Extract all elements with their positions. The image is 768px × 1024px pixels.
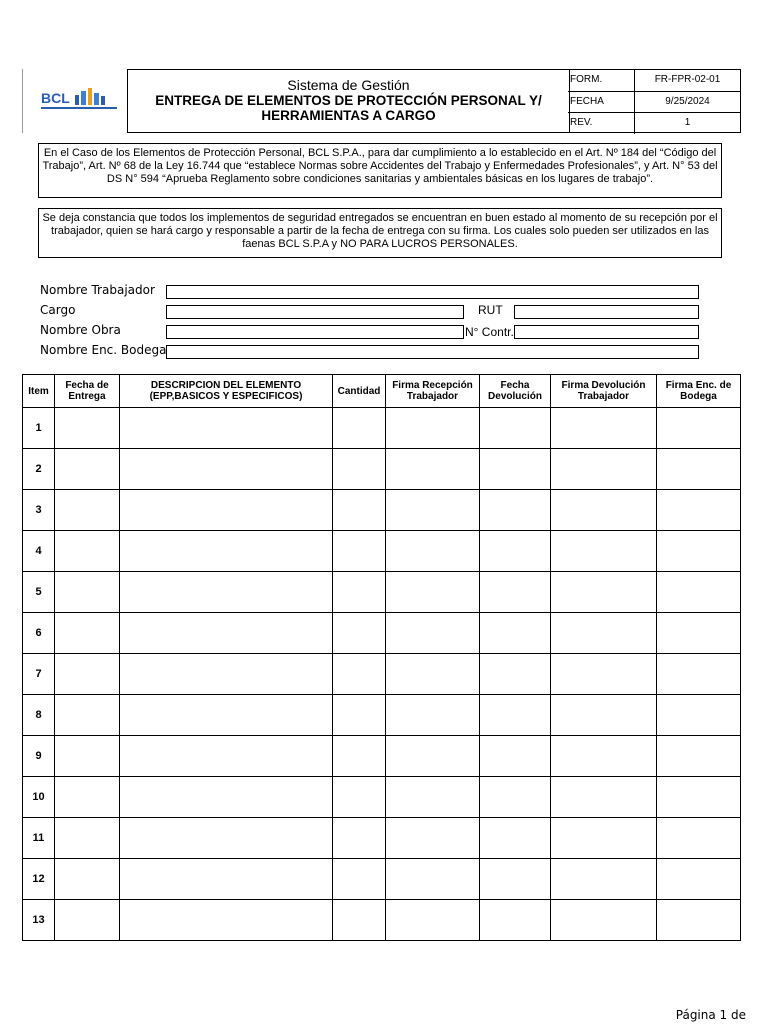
cantidad-cell[interactable] (333, 613, 386, 654)
fecha-entrega-cell[interactable] (55, 818, 120, 859)
fecha-devolucion-cell[interactable] (480, 531, 551, 572)
table-row (23, 654, 741, 695)
firma-bodega-cell[interactable] (657, 859, 741, 900)
items-table (22, 374, 741, 941)
firma-bodega-cell[interactable] (657, 777, 741, 818)
firma-devolucion-cell[interactable] (551, 777, 657, 818)
constancia-notice: Se deja constancia que todos los implementos de seguridad entregados se encuentran en buen estado al momento de su recepción por el trabajador, quien se hará cargo y responsable a partir de la fecha de entrega con su firma. Los cuales solo pueden ser utilizados en las faenas BCL S.P.A y NO PARA LUCROS PERSONALES. (38, 208, 722, 258)
cantidad-cell[interactable] (333, 531, 386, 572)
firma-bodega-cell[interactable] (657, 736, 741, 777)
title-cell (127, 69, 570, 133)
fecha-devolucion-cell[interactable] (480, 736, 551, 777)
descripcion-cell[interactable] (120, 408, 333, 449)
cargo-label: Cargo (40, 303, 76, 317)
table-row (23, 449, 741, 490)
firma-bodega-cell[interactable] (657, 408, 741, 449)
cantidad-cell[interactable] (333, 695, 386, 736)
firma-devolucion-cell[interactable] (551, 900, 657, 941)
firma-devolucion-cell[interactable] (551, 818, 657, 859)
n-contr-field[interactable] (514, 325, 699, 339)
logo-text: BCL (41, 90, 70, 106)
firma-bodega-cell[interactable] (657, 572, 741, 613)
cantidad-cell[interactable] (333, 736, 386, 777)
firma-recepcion-cell[interactable] (386, 736, 480, 777)
fecha-entrega-cell[interactable] (55, 654, 120, 695)
item-number: 10 (23, 777, 55, 818)
fecha-entrega-cell[interactable] (55, 859, 120, 900)
table-row (23, 490, 741, 531)
fecha-entrega-cell[interactable] (55, 408, 120, 449)
item-number: 8 (23, 695, 55, 736)
table-row (23, 695, 741, 736)
header-fecha-devolucion: Fecha Devolución (480, 375, 551, 408)
firma-devolucion-cell[interactable] (551, 490, 657, 531)
table-row (23, 531, 741, 572)
descripcion-cell[interactable] (120, 777, 333, 818)
fecha-devolucion-cell[interactable] (480, 900, 551, 941)
legal-notice: En el Caso de los Elementos de Protección Personal, BCL S.P.A., para dar cumplimiento a lo establecido en el Art. Nº 184 del “Código del Trabajo”, Art. Nº 68 de la Ley 16.744 que “establece Normas sobre Accidentes del Trabajo y Enfermedades Profesionales”, y Art. N° 53 del DS N° 594 “Aprueba Reglamento sobre condiciones sanitarias y ambientales básicas en los lugares de trabajo”. (38, 143, 722, 198)
item-number: 7 (23, 654, 55, 695)
fecha-entrega-cell[interactable] (55, 449, 120, 490)
item-number: 3 (23, 490, 55, 531)
item-number: 2 (23, 449, 55, 490)
meta-row-fecha (568, 92, 740, 114)
fecha-entrega-cell[interactable] (55, 613, 120, 654)
fecha-entrega-cell[interactable] (55, 736, 120, 777)
firma-recepcion-cell[interactable] (386, 818, 480, 859)
fecha-devolucion-cell[interactable] (480, 572, 551, 613)
fecha-entrega-cell[interactable] (55, 777, 120, 818)
fecha-entrega-cell[interactable] (55, 900, 120, 941)
table-row (23, 818, 741, 859)
table-header-row (23, 375, 741, 408)
cargo-field[interactable] (166, 305, 464, 319)
table-row (23, 408, 741, 449)
firma-recepcion-cell[interactable] (386, 654, 480, 695)
header-descripcion: DESCRIPCION DEL ELEMENTO (EPP,BASICOS Y ESPECIFICOS) (120, 375, 333, 408)
table-row (23, 572, 741, 613)
meta-label: REV. (568, 113, 635, 134)
fecha-devolucion-cell[interactable] (480, 777, 551, 818)
fecha-devolucion-cell[interactable] (480, 654, 551, 695)
firma-bodega-cell[interactable] (657, 695, 741, 736)
item-number: 1 (23, 408, 55, 449)
firma-recepcion-cell[interactable] (386, 777, 480, 818)
item-number: 5 (23, 572, 55, 613)
header-firma-bodega: Firma Enc. de Bodega (657, 375, 741, 408)
cantidad-cell[interactable] (333, 572, 386, 613)
meta-row-rev (568, 113, 740, 134)
descripcion-cell[interactable] (120, 531, 333, 572)
form-title-line1: ENTREGA DE ELEMENTOS DE PROTECCIÓN PERSONAL Y/ (155, 93, 542, 108)
fecha-devolucion-cell[interactable] (480, 613, 551, 654)
firma-devolucion-cell[interactable] (551, 859, 657, 900)
fecha-devolucion-cell[interactable] (480, 818, 551, 859)
item-number: 9 (23, 736, 55, 777)
descripcion-cell[interactable] (120, 900, 333, 941)
cantidad-cell[interactable] (333, 818, 386, 859)
firma-bodega-cell[interactable] (657, 613, 741, 654)
meta-row-form (568, 70, 740, 92)
table-row (23, 736, 741, 777)
bcl-logo (39, 85, 121, 113)
nombre-trabajador-label: Nombre Trabajador (40, 283, 155, 297)
meta-label: FORM. (568, 70, 635, 91)
firma-recepcion-cell[interactable] (386, 490, 480, 531)
firma-recepcion-cell[interactable] (386, 900, 480, 941)
rut-field[interactable] (514, 305, 699, 319)
page-number: Página 1 de (675, 1008, 746, 1022)
table-row (23, 777, 741, 818)
firma-recepcion-cell[interactable] (386, 695, 480, 736)
firma-devolucion-cell[interactable] (551, 572, 657, 613)
firma-recepcion-cell[interactable] (386, 859, 480, 900)
descripcion-cell[interactable] (120, 818, 333, 859)
form-meta-table (568, 69, 741, 133)
cantidad-cell[interactable] (333, 449, 386, 490)
cantidad-cell[interactable] (333, 408, 386, 449)
header-item: Item (23, 375, 55, 408)
firma-bodega-cell[interactable] (657, 900, 741, 941)
form-title-line2: HERRAMIENTAS A CARGO (261, 108, 436, 123)
enc-bodega-field[interactable] (166, 345, 699, 359)
fecha-entrega-cell[interactable] (55, 490, 120, 531)
fecha-devolucion-cell[interactable] (480, 695, 551, 736)
items-body (23, 408, 741, 941)
system-title: Sistema de Gestión (287, 77, 410, 93)
item-number: 11 (23, 818, 55, 859)
firma-bodega-cell[interactable] (657, 654, 741, 695)
item-number: 13 (23, 900, 55, 941)
table-row (23, 613, 741, 654)
firma-bodega-cell[interactable] (657, 531, 741, 572)
table-row (23, 900, 741, 941)
cantidad-cell[interactable] (333, 859, 386, 900)
meta-value: 1 (684, 117, 691, 129)
firma-bodega-cell[interactable] (657, 449, 741, 490)
item-number: 4 (23, 531, 55, 572)
firma-recepcion-cell[interactable] (386, 531, 480, 572)
table-row (23, 859, 741, 900)
meta-label: FECHA (568, 92, 635, 113)
header-fecha-entrega: Fecha de Entrega (55, 375, 120, 408)
rut-label: RUT (478, 303, 503, 317)
firma-devolucion-cell[interactable] (551, 736, 657, 777)
fecha-devolucion-cell[interactable] (480, 408, 551, 449)
firma-recepcion-cell[interactable] (386, 613, 480, 654)
descripcion-cell[interactable] (120, 613, 333, 654)
fecha-entrega-cell[interactable] (55, 695, 120, 736)
descripcion-cell[interactable] (120, 695, 333, 736)
fecha-devolucion-cell[interactable] (480, 490, 551, 531)
firma-devolucion-cell[interactable] (551, 408, 657, 449)
fecha-entrega-cell[interactable] (55, 531, 120, 572)
cantidad-cell[interactable] (333, 777, 386, 818)
header-firma-recepcion: Firma Recepción Trabajador (386, 375, 480, 408)
header-cantidad: Cantidad (333, 375, 386, 408)
descripcion-cell[interactable] (120, 490, 333, 531)
item-number: 12 (23, 859, 55, 900)
firma-devolucion-cell[interactable] (551, 695, 657, 736)
firma-recepcion-cell[interactable] (386, 572, 480, 613)
firma-devolucion-cell[interactable] (551, 654, 657, 695)
meta-value: 9/25/2024 (665, 95, 710, 107)
logo-cell (22, 69, 128, 133)
firma-devolucion-cell[interactable] (551, 449, 657, 490)
nombre-obra-field[interactable] (166, 325, 464, 339)
firma-devolucion-cell[interactable] (551, 531, 657, 572)
firma-recepcion-cell[interactable] (386, 408, 480, 449)
header-firma-devolucion: Firma Devolución Trabajador (551, 375, 657, 408)
descripcion-cell[interactable] (120, 859, 333, 900)
fecha-entrega-cell[interactable] (55, 572, 120, 613)
item-number: 6 (23, 613, 55, 654)
descripcion-cell[interactable] (120, 449, 333, 490)
document-header (22, 69, 740, 133)
descripcion-cell[interactable] (120, 572, 333, 613)
nombre-obra-label: Nombre Obra (40, 323, 121, 337)
cantidad-cell[interactable] (333, 900, 386, 941)
firma-recepcion-cell[interactable] (386, 449, 480, 490)
nombre-trabajador-field[interactable] (166, 285, 699, 299)
fecha-devolucion-cell[interactable] (480, 859, 551, 900)
firma-bodega-cell[interactable] (657, 818, 741, 859)
descripcion-cell[interactable] (120, 654, 333, 695)
cantidad-cell[interactable] (333, 490, 386, 531)
firma-devolucion-cell[interactable] (551, 613, 657, 654)
meta-value: FR-FPR-02-01 (654, 74, 721, 85)
firma-bodega-cell[interactable] (657, 490, 741, 531)
fecha-devolucion-cell[interactable] (480, 449, 551, 490)
n-contr-label: N° Contr. (465, 325, 514, 339)
cantidad-cell[interactable] (333, 654, 386, 695)
descripcion-cell[interactable] (120, 736, 333, 777)
enc-bodega-label: Nombre Enc. Bodega (40, 343, 167, 357)
